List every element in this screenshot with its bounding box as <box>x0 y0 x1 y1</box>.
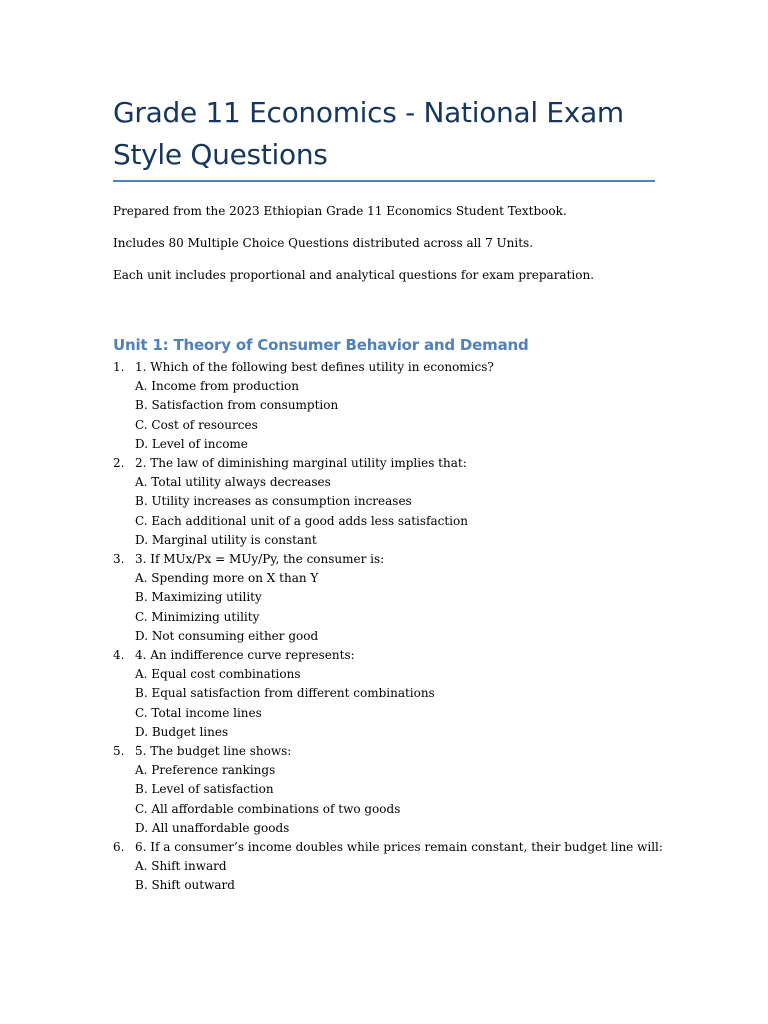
answer-option: B. Maximizing utility <box>135 590 262 605</box>
answer-option: A. Preference rankings <box>135 763 276 778</box>
intro-line: Prepared from the 2023 Ethiopian Grade 11 Economics Student Textbook. <box>113 204 567 218</box>
answer-option: C. Each additional unit of a good adds less satisfaction <box>135 513 468 528</box>
answer-option: D. Not consuming either good <box>135 628 319 643</box>
question-text: 2. The law of diminishing marginal utility implies that: <box>135 456 467 471</box>
answer-option: A. Equal cost combinations <box>135 667 301 682</box>
question-number: 3. <box>113 552 125 567</box>
document-page <box>113 92 663 896</box>
question-item <box>113 742 658 838</box>
question-item <box>113 550 658 646</box>
answer-option: B. Level of satisfaction <box>135 782 274 797</box>
answer-option: A. Spending more on X than Y <box>135 571 319 586</box>
question-number: 5. <box>113 744 125 759</box>
question-text: 5. The budget line shows: <box>135 744 292 759</box>
question-text: 1. Which of the following best defines utility in economics? <box>135 360 494 374</box>
answer-option: C. Cost of resources <box>135 417 258 432</box>
question-text: 4. An indifference curve represents: <box>135 648 355 663</box>
question-number: 4. <box>113 648 125 663</box>
answer-option: C. Total income lines <box>135 705 262 720</box>
question-item <box>113 646 658 742</box>
page-title: Grade 11 Economics - National Exam Style Questions <box>113 96 624 171</box>
question-number: 1. <box>113 360 125 374</box>
question-item <box>113 358 658 454</box>
answer-option: B. Satisfaction from consumption <box>135 398 339 413</box>
question-number: 6. <box>113 840 125 855</box>
intro-line: Each unit includes proportional and analytical questions for exam preparation. <box>113 268 595 282</box>
answer-option: A. Income from production <box>135 379 299 394</box>
answer-option: C. Minimizing utility <box>135 609 260 624</box>
answer-option: B. Shift outward <box>135 878 235 893</box>
question-number: 2. <box>113 456 125 471</box>
answer-option: D. Level of income <box>135 436 248 451</box>
answer-option: D. All unaffordable goods <box>135 820 290 835</box>
answer-option: D. Marginal utility is constant <box>135 532 317 547</box>
answer-option: B. Utility increases as consumption increases <box>135 494 412 509</box>
unit-heading: Unit 1: Theory of Consumer Behavior and Demand <box>113 336 529 354</box>
answer-option: D. Budget lines <box>135 724 229 739</box>
answer-option: B. Equal satisfaction from different combinations <box>135 686 435 701</box>
answer-option: A. Total utility always decreases <box>135 475 331 490</box>
answer-option: C. All affordable combinations of two goods <box>135 801 401 816</box>
question-text: 6. If a consumer’s income doubles while prices remain constant, their budget line will: <box>135 840 663 855</box>
question-item <box>113 454 658 550</box>
question-item <box>113 838 663 896</box>
answer-option: A. Shift inward <box>135 859 227 874</box>
question-text: 3. If MUx/Px = MUy/Py, the consumer is: <box>135 552 385 567</box>
intro-line: Includes 80 Multiple Choice Questions distributed across all 7 Units. <box>113 236 534 250</box>
title-divider <box>113 180 655 182</box>
question-list <box>113 358 663 896</box>
